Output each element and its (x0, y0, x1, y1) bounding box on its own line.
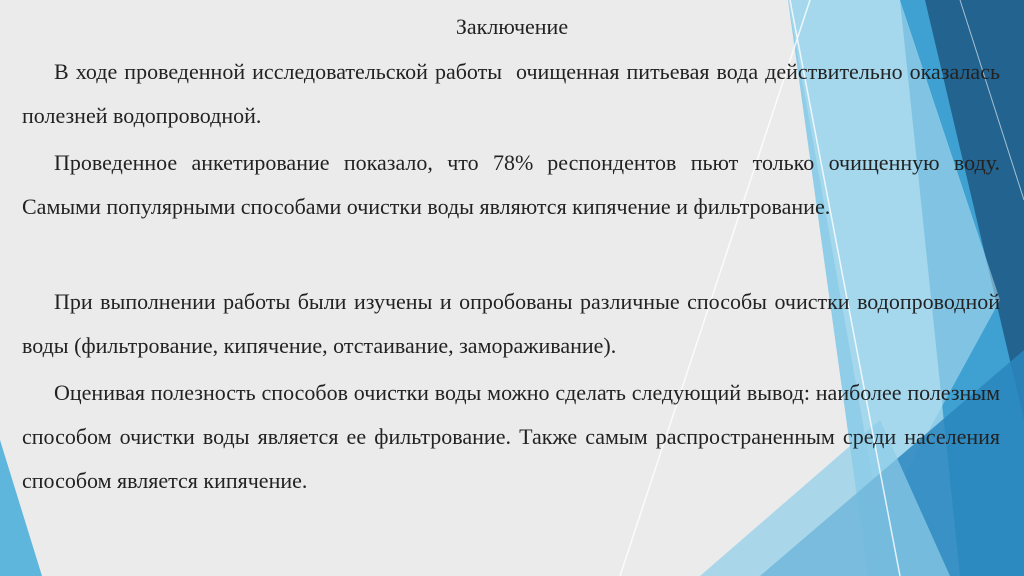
paragraph-4 (22, 371, 1000, 503)
paragraph-2-rest: респондентов пьют только очищенную воду. Самыми популярными способами очистки воды являются кипячение и фильтрование. (22, 150, 1000, 219)
paragraph-3-text: При выполнении работы были изучены и опробованы различные способы очистки водопроводной воды (фильтрование, кипячение, отстаивание, замораживание). (22, 289, 1000, 358)
paragraph-1-rest: очищенная питьевая вода действительно оказалась полезней водопроводной. (22, 59, 1000, 128)
paragraph-2-start: Проведенное анкетирование показало, что 78% (54, 150, 534, 175)
slide-title: Заключение (455, 14, 569, 39)
paragraph-4-text: Оценивая полезность способов очистки воды можно сделать следующий вывод: наиболее полезным способом очистки воды является ее фильтрование. Также самым распространенным среди населения способом является кипячение. (22, 380, 1000, 493)
paragraph-2 (22, 141, 1000, 229)
paragraph-3 (22, 280, 1000, 368)
paragraph-1 (22, 50, 1000, 138)
paragraph-1-start: В ходе проведенной исследовательской работы (54, 59, 503, 84)
